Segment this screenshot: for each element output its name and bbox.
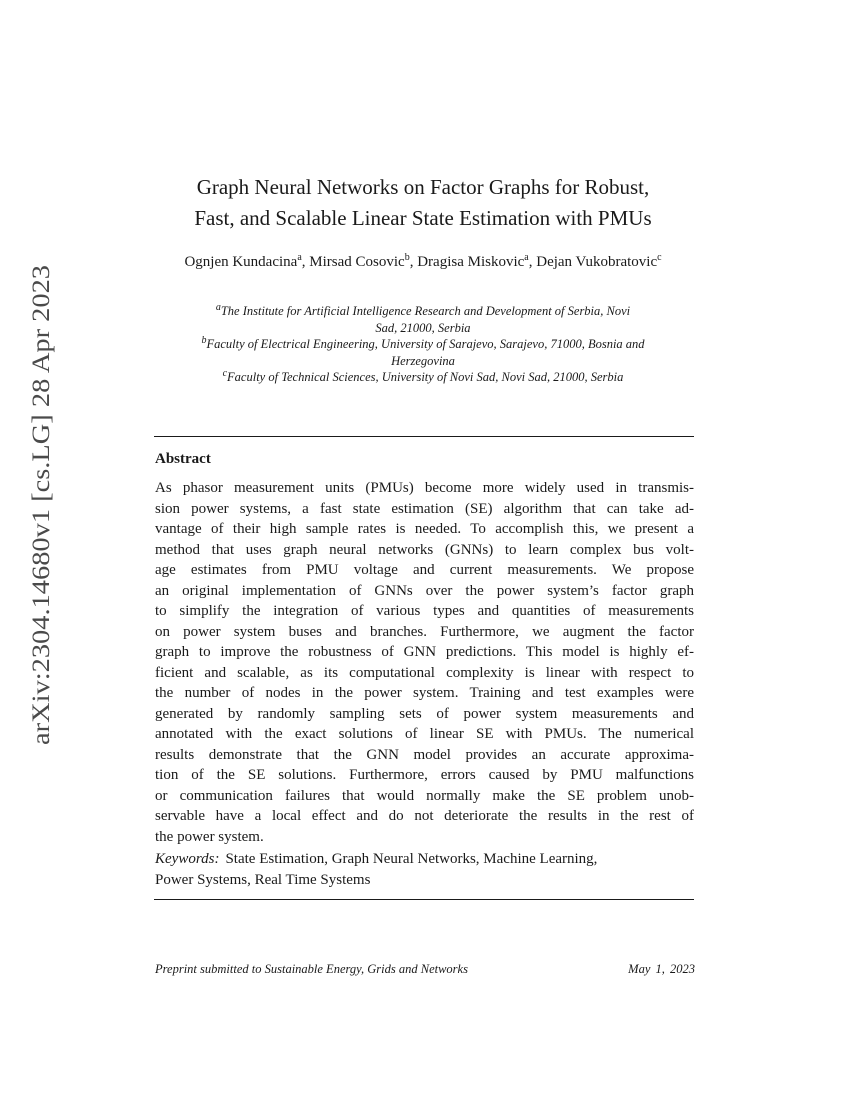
affiliation-b-line-1 — [150, 336, 696, 353]
preprint-date: May 1, 2023 — [628, 962, 695, 976]
abstract-line: servable have a local effect and do not deteriorate the results in the rest of — [155, 808, 694, 824]
abstract-line: method that uses graph neural networks (GNNs) to learn complex bus volt- — [155, 541, 694, 558]
preprint-note: Preprint submitted to Sustainable Energy, Grids and Networks — [155, 962, 468, 976]
abstract-line: annotated with the exact solutions of linear SE with PMUs. The numerical — [155, 726, 694, 742]
author-1-name: Ognjen Kundacina — [184, 254, 298, 270]
abstract-line: generated by randomly sampling sets of power system measurements and — [155, 705, 694, 722]
abstract-line: As phasor measurement units (PMUs) become more widely used in transmis- — [155, 480, 694, 496]
affiliation-a-mark: a — [215, 301, 221, 313]
affiliation-b-mark: b — [201, 334, 207, 346]
abstract-line: vantage of their high sample rates is needed. To accomplish this, we present a — [155, 521, 694, 537]
affiliation-c — [150, 369, 696, 386]
author-4-name: Dejan Vukobratovic — [536, 254, 658, 270]
abstract-line: the number of nodes in the power system. Training and test examples were — [155, 685, 694, 701]
affiliation-c-line-1 — [150, 369, 696, 386]
author-2 — [309, 254, 417, 270]
abstract-bottom-rule — [154, 899, 694, 900]
abstract-line: graph to improve the robustness of GNN predictions. This model is highly ef- — [155, 644, 694, 660]
author-4-affil-mark: c — [657, 252, 662, 263]
abstract-heading: Abstract — [155, 451, 211, 467]
keywords-text-1: State Estimation, Graph Neural Networks, Machine Learning, — [225, 851, 598, 867]
keywords-line-2: Power Systems, Real Time Systems — [155, 871, 371, 888]
abstract-line: ficient and scalable, as its computational complexity is linear with respect to — [155, 664, 694, 681]
author-3-affil-mark: a — [524, 252, 529, 263]
author-separator: , — [528, 254, 537, 270]
author-2-affil-mark: b — [404, 252, 410, 263]
abstract-line: sion power systems, a fast state estimation (SE) algorithm that can take ad- — [155, 500, 694, 517]
abstract-line: to simplify the integration of various types and quantities of measurements — [155, 603, 694, 619]
keywords-block — [155, 849, 694, 890]
affiliation-c-mark: c — [222, 367, 228, 379]
arxiv-stamp-svg — [5, 265, 65, 745]
arxiv-identifier-stamp — [5, 265, 65, 745]
author-list — [150, 252, 696, 272]
affiliation-b-text-1: Faculty of Electrical Engineering, University of Sarajevo, Sarajevo, 71000, Bosnia and — [206, 337, 645, 351]
affiliation-c-text-1: Faculty of Technical Sciences, University of Novi Sad, Novi Sad, 21000, Serbia — [227, 370, 624, 384]
affiliation-b — [150, 336, 696, 369]
abstract-line: tion of the SE solutions. Furthermore, errors caused by PMU malfunctions — [155, 767, 694, 783]
affiliation-a-text-1: The Institute for Artificial Intelligence Research and Development of Serbia, Novi — [220, 304, 631, 318]
author-1 — [184, 254, 309, 270]
author-3 — [417, 254, 536, 270]
arxiv-identifier-text: arXiv:2304.14680v1 [cs.LG] 28 Apr 2023 — [28, 322, 55, 745]
abstract-line: on power system buses and branches. Furthermore, we augment the factor — [155, 623, 694, 640]
author-separator: , — [301, 254, 310, 270]
author-1-affil-mark: a — [297, 252, 302, 263]
paper-title-line-1: Graph Neural Networks on Factor Graphs for Robust, — [196, 175, 650, 199]
abstract-body — [155, 478, 694, 847]
abstract-line: or communication failures that would normally make the SE problem unob- — [155, 787, 694, 804]
paper-title-line-2: Fast, and Scalable Linear State Estimation with PMUs — [194, 206, 652, 230]
affiliation-a — [150, 303, 696, 336]
affiliation-a-line-1 — [150, 303, 696, 320]
author-separator: , — [409, 254, 418, 270]
abstract-line: age estimates from PMU voltage and current measurements. We propose — [155, 562, 694, 578]
author-4 — [536, 254, 661, 270]
affiliation-b-line-2: Herzegovina — [391, 353, 455, 368]
abstract-line: results demonstrate that the GNN model provides an accurate approxima- — [155, 746, 694, 763]
abstract-top-rule — [154, 436, 694, 437]
affiliation-list — [150, 303, 696, 386]
author-2-name: Mirsad Cosovic — [309, 254, 405, 270]
author-3-name: Dragisa Miskovic — [417, 254, 525, 270]
paper-title — [150, 172, 696, 234]
abstract-line: the power system. — [155, 828, 264, 845]
keywords-line-1 — [155, 849, 694, 870]
keywords-label: Keywords: — [155, 851, 220, 867]
abstract-line: an original implementation of GNNs over the power system’s factor graph — [155, 582, 694, 599]
affiliation-a-line-2: Sad, 21000, Serbia — [375, 320, 471, 335]
